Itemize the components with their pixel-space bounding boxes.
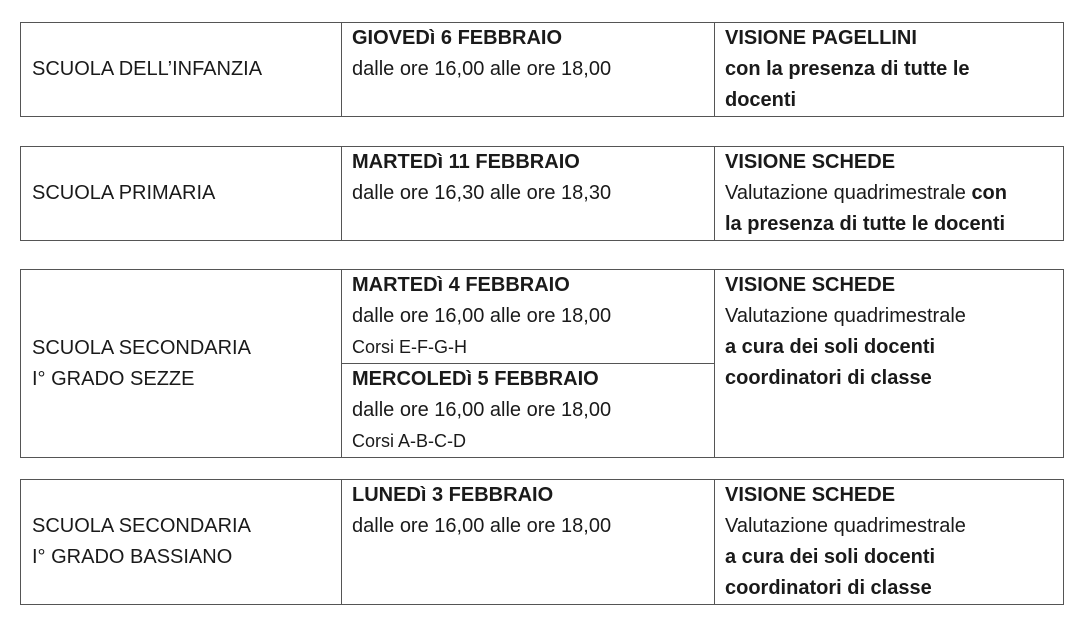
- activity-title: VISIONE SCHEDE: [725, 484, 896, 506]
- meeting-courses: Corsi E-F-G-H: [352, 337, 467, 357]
- activity-line: la presenza di tutte le docenti: [725, 213, 1006, 235]
- activity-line: Valutazione quadrimestrale con: [725, 182, 1007, 204]
- meeting-time: dalle ore 16,30 alle ore 18,30: [352, 182, 612, 204]
- date-cell: [342, 480, 715, 605]
- school-name: SCUOLA PRIMARIA: [32, 182, 216, 204]
- activity-cell: [715, 270, 1064, 458]
- school-grade: I° GRADO BASSIANO: [32, 546, 233, 568]
- school-name: SCUOLA SECONDARIA: [32, 515, 251, 537]
- table-row: [21, 270, 1064, 364]
- school-cell: [21, 147, 342, 241]
- activity-title: VISIONE SCHEDE: [725, 151, 896, 173]
- activity-line: Valutazione quadrimestrale: [725, 305, 966, 327]
- activity-line: coordinatori di classe: [725, 367, 932, 389]
- table-row: [21, 480, 1064, 605]
- activity-line: coordinatori di classe: [725, 577, 932, 599]
- activity-line: Valutazione quadrimestrale: [725, 515, 966, 537]
- table-row: [21, 147, 1064, 241]
- activity-line: docenti: [725, 89, 797, 111]
- meeting-date: MARTEDì 11 FEBBRAIO: [352, 151, 580, 173]
- meeting-date: LUNEDì 3 FEBBRAIO: [352, 484, 554, 506]
- activity-title: VISIONE PAGELLINI: [725, 27, 917, 49]
- school-name: SCUOLA DELL’INFANZIA: [32, 58, 263, 80]
- meeting-time: dalle ore 16,00 alle ore 18,00: [352, 58, 612, 80]
- schedule-table-secondaria-sezze: [20, 269, 1064, 458]
- activity-cell: [715, 480, 1064, 605]
- activity-cell: [715, 23, 1064, 117]
- school-cell: [21, 270, 342, 458]
- school-grade: I° GRADO SEZZE: [32, 367, 195, 390]
- date-cell: [342, 23, 715, 117]
- activity-line: con la presenza di tutte le: [725, 58, 970, 80]
- meeting-time: dalle ore 16,00 alle ore 18,00: [352, 399, 612, 421]
- schedule-table-primaria: [20, 146, 1064, 241]
- meeting-courses: Corsi A-B-C-D: [352, 431, 467, 451]
- date-cell: [342, 364, 715, 458]
- school-name: SCUOLA SECONDARIA: [32, 336, 251, 359]
- meeting-date: GIOVEDì 6 FEBBRAIO: [352, 27, 563, 49]
- school-cell: [21, 23, 342, 117]
- table-row: [21, 23, 1064, 117]
- meeting-date: MERCOLEDì 5 FEBBRAIO: [352, 368, 599, 390]
- school-cell: [21, 480, 342, 605]
- date-cell: [342, 270, 715, 364]
- date-cell: [342, 147, 715, 241]
- meeting-time: dalle ore 16,00 alle ore 18,00: [352, 305, 612, 327]
- schedule-table-secondaria-bassiano: [20, 479, 1064, 605]
- meeting-time: dalle ore 16,00 alle ore 18,00: [352, 515, 612, 537]
- activity-line: a cura dei soli docenti: [725, 336, 936, 358]
- meeting-date: MARTEDì 4 FEBBRAIO: [352, 274, 570, 296]
- activity-line: a cura dei soli docenti: [725, 546, 936, 568]
- schedule-table-infanzia: [20, 22, 1064, 117]
- activity-cell: [715, 147, 1064, 241]
- activity-title: VISIONE SCHEDE: [725, 274, 896, 296]
